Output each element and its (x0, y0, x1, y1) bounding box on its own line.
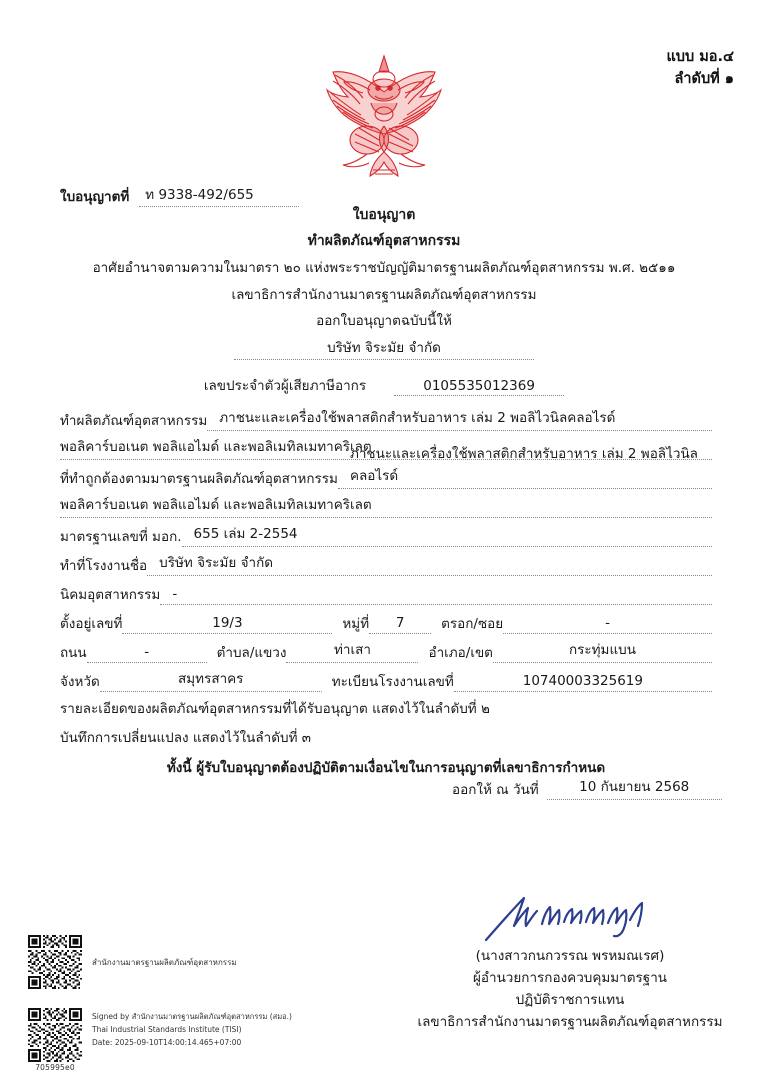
conform-value-2: พอลิคาร์บอเนต พอลิแอไมด์ และพอลิเมทิลเมทาคริเลต (60, 493, 712, 518)
conform-label: ที่ทำถูกต้องตามมาตรฐานผลิตภัณฑ์อุตสาหกรรม (60, 471, 338, 487)
handwritten-signature (400, 888, 740, 944)
title-block (0, 208, 768, 360)
change-note-row (60, 721, 712, 750)
form-sequence: ลำดับที่ ๑ (674, 71, 734, 88)
address-no-label: ตั้งอยู่เลขที่ (60, 616, 123, 632)
factory-reg-label: ทะเบียนโรงงานเลขที่ (331, 674, 454, 690)
conform-row-2 (60, 489, 712, 518)
tambon-value: ท่าเสา (286, 638, 418, 663)
make-product-value: ภาชนะและเครื่องใช้พลาสติกสำหรับอาหาร เล่ม 2 พอลิไวนิลคลอไรด์ (207, 406, 712, 431)
make-product-row (60, 402, 712, 431)
document-subtitle: ทำผลิตภัณฑ์อุตสาหกรรม (307, 233, 461, 249)
detail-note: รายละเอียดของผลิตภัณฑ์อุตสาหกรรมที่ได้รับอนุญาต แสดงไว้ในลำดับที่ ๒ (60, 701, 490, 717)
standard-row (60, 518, 712, 547)
agency-qr-code (28, 935, 82, 989)
province-row (60, 663, 712, 692)
authority-line: เลขาธิการสำนักงานมาตรฐานผลิตภัณฑ์อุตสาหกรรม (231, 286, 537, 303)
signature-block (400, 888, 740, 1033)
estate-row (60, 576, 712, 605)
signed-by-line: Signed by สำนักงานมาตรฐานผลิตภัณฑ์อุตสาหกรรม (สมอ.) (92, 1012, 292, 1021)
agency-qr-block (28, 935, 237, 989)
grant-line: ออกใบอนุญาตฉบับนี้ให้ (316, 313, 452, 329)
soi-value: - (503, 615, 712, 634)
make-product-label: ทำผลิตภัณฑ์อุตสาหกรรม (60, 413, 208, 429)
road-value: - (87, 644, 207, 663)
tax-id-row (0, 374, 768, 396)
license-number-value: ท 9338-492/655 (139, 183, 299, 207)
condition-note: ทั้งนี้ ผู้รับใบอนุญาตต้องปฏิบัติตามเงื่อนไขในการอนุญาตที่เลขาธิการกำหนด (166, 760, 606, 776)
standard-value: 655 เล่ม 2-2554 (182, 522, 712, 547)
detail-note-row (60, 692, 712, 721)
signer-name: (นางสาวกนกวรรณ พรหมณเรศ) (475, 948, 665, 964)
province-label: จังหวัด (60, 674, 100, 690)
factory-name-row (60, 547, 712, 576)
digital-signature-code: 705995e0 (35, 1063, 75, 1072)
license-number-label: ใบอนุญาตที่ (60, 189, 130, 205)
moo-label: หมู่ที่ (342, 616, 370, 632)
address-no-value: 19/3 (122, 615, 332, 634)
province-value: สมุทรสาคร (100, 667, 322, 692)
signer-position: ผู้อำนวยการกองควบคุมมาตรฐาน (472, 969, 668, 986)
holder-underline (234, 357, 534, 360)
form-code-block (666, 46, 734, 91)
document-title: ใบอนุญาต (352, 207, 416, 223)
statute-line: อาศัยอำนาจตามความในมาตรา ๒๐ แห่งพระราชบัญญัติมาตรฐานผลิตภัณฑ์อุตสาหกรรม พ.ศ. ๒๕๑๑ (92, 260, 676, 276)
factory-name-label: ทำที่โรงงานชื่อ (60, 558, 148, 574)
issue-date-label: ออกให้ ณ วันที่ (452, 782, 539, 798)
factory-name-value: บริษัท จิระมัย จำกัด (147, 551, 712, 576)
signer-office: เลขาธิการสำนักงานมาตรฐานผลิตภัณฑ์อุตสาหกรรม (417, 1013, 723, 1030)
factory-reg-value: 10740003325619 (454, 673, 712, 692)
change-note: บันทึกการเปลี่ยนแปลง แสดงไว้ในลำดับที่ ๓ (60, 730, 311, 746)
issue-date-value: 10 กันยายน 2568 (547, 775, 722, 800)
amphoe-value: กระทุ่มแบน (493, 638, 712, 663)
standard-label: มาตรฐานเลขที่ มอก. (60, 529, 182, 545)
digital-signature-meta (92, 1008, 292, 1049)
signed-date-line: Date: 2025-09-10T14:00:14.465+07:00 (92, 1038, 242, 1048)
agency-qr-label: สำนักงานมาตรฐานผลิตภัณฑ์อุตสาหกรรม (92, 957, 237, 967)
estate-label: นิคมอุตสาหกรรม (60, 587, 161, 603)
tax-id-label: เลขประจำตัวผู้เสียภาษีอากร (203, 378, 367, 394)
license-number-row (60, 183, 299, 207)
make-product-value-2: พอลิคาร์บอเนต พอลิแอไมด์ และพอลิเมทิลเมทาคริเลต (60, 435, 712, 460)
tambon-label: ตำบล/แขวง (216, 645, 287, 661)
road-label: ถนน (60, 645, 87, 661)
digital-signature-block (28, 1008, 292, 1072)
garuda-emblem (0, 48, 768, 180)
tax-id-value: 0105535012369 (394, 378, 564, 396)
institute-line: Thai Industrial Standards Institute (TISI) (92, 1025, 242, 1035)
conform-value: ภาชนะและเครื่องใช้พลาสติกสำหรับอาหาร เล่ม 2 พอลิไวนิลคลอไรด์ (338, 442, 712, 489)
fields-section (60, 402, 712, 778)
soi-label: ตรอก/ซอย (441, 616, 504, 632)
form-code: แบบ มอ.๔ (666, 49, 734, 65)
estate-value: - (160, 586, 712, 605)
signer-acting: ปฏิบัติราชการแทน (515, 991, 625, 1008)
amphoe-label: อำเภอ/เขต (428, 645, 493, 661)
license-holder: บริษัท จิระมัย จำกัด (327, 339, 441, 356)
digital-signature-qr (28, 1008, 82, 1072)
issue-date-row (452, 775, 722, 800)
moo-value: 7 (369, 615, 431, 634)
address-row (60, 605, 712, 634)
road-row (60, 634, 712, 663)
